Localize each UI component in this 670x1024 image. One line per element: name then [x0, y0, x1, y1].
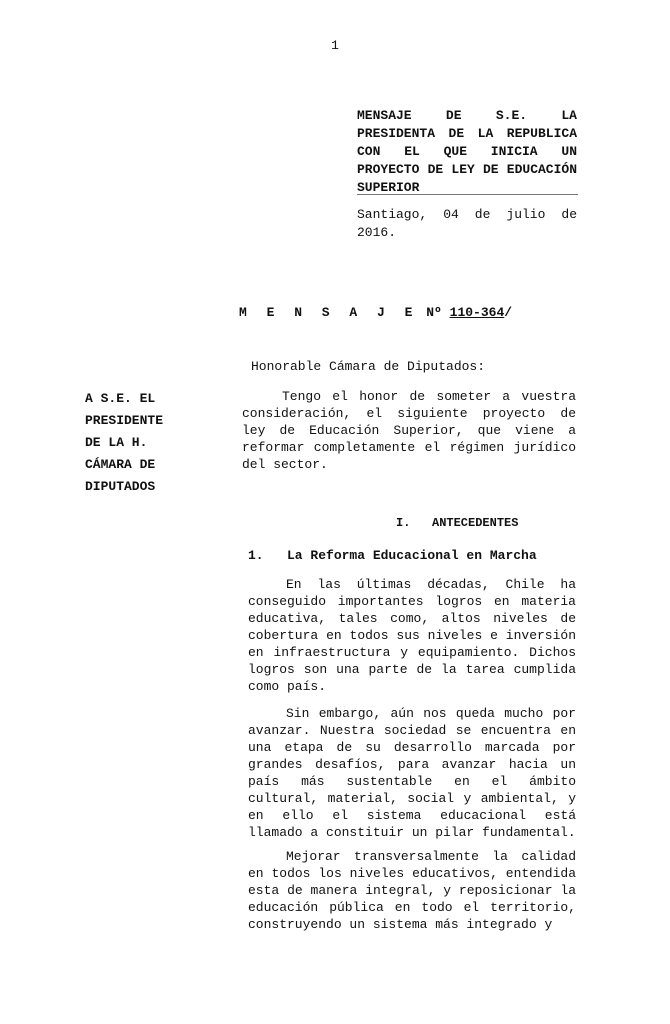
salutation: Honorable Cámara de Diputados: [251, 359, 486, 374]
subsection-heading: 1. La Reforma Educacional en Marcha [248, 548, 537, 563]
page-number: 1 [331, 38, 339, 53]
document-date: Santiago, 04 de julio de 2016. [357, 207, 577, 240]
section-heading: I. ANTECEDENTES [396, 516, 519, 530]
intro-paragraph: Tengo el honor de someter a vuestra consideración, el siguiente proyecto de ley de Educación Superior, que viene a reformar completamente el régimen jurídico del sector. [242, 389, 576, 472]
body-paragraph: En las últimas décadas, Chile ha conseguido importantes logros en materia educativa, tales como, altos niveles de cobertura en todos sus niveles e inversión en infraestructura y equipamiento. Dichos logros son una parte de la tarea cumplida como país. [248, 577, 576, 694]
body-paragraph: Mejorar transversalmente la calidad en todos los niveles educativos, entendida esta de manera integral, y reposicionar la educación pública en todo el territorio, construyendo un sistema más integrado y [248, 849, 576, 932]
addressee-line: DIPUTADOS [85, 479, 156, 494]
message-number-suffix: / [504, 305, 513, 320]
addressee-line: PRESIDENTE [85, 413, 164, 428]
document-title: MENSAJE DE S.E. LA PRESIDENTA DE LA REPUBLICA CON EL QUE INICIA UN PROYECTO DE LEY DE EDUCACIÓN SUPERIOR [357, 108, 577, 195]
sidebar-addressee [85, 388, 195, 498]
message-label: M E N S A J E [239, 305, 419, 320]
title-divider [357, 194, 578, 195]
addressee-line: CÁMARA DE [85, 457, 156, 472]
addressee-line: A S.E. EL [85, 391, 156, 406]
message-number: 110-364 [449, 305, 505, 320]
message-number-prefix: Nº [426, 305, 450, 320]
body-paragraph: Sin embargo, aún nos queda mucho por avanzar. Nuestra sociedad se encuentra en una etapa de su desarrollo marcada por grandes desafíos, para avanzar hacia un país más sustentable en el ámbito cultural, material, social y ambiental, y en ello el sistema educacional está llamado a constituir un pilar fundamental. [248, 706, 576, 840]
message-number-line [239, 305, 512, 320]
addressee-line: DE LA H. [85, 435, 148, 450]
